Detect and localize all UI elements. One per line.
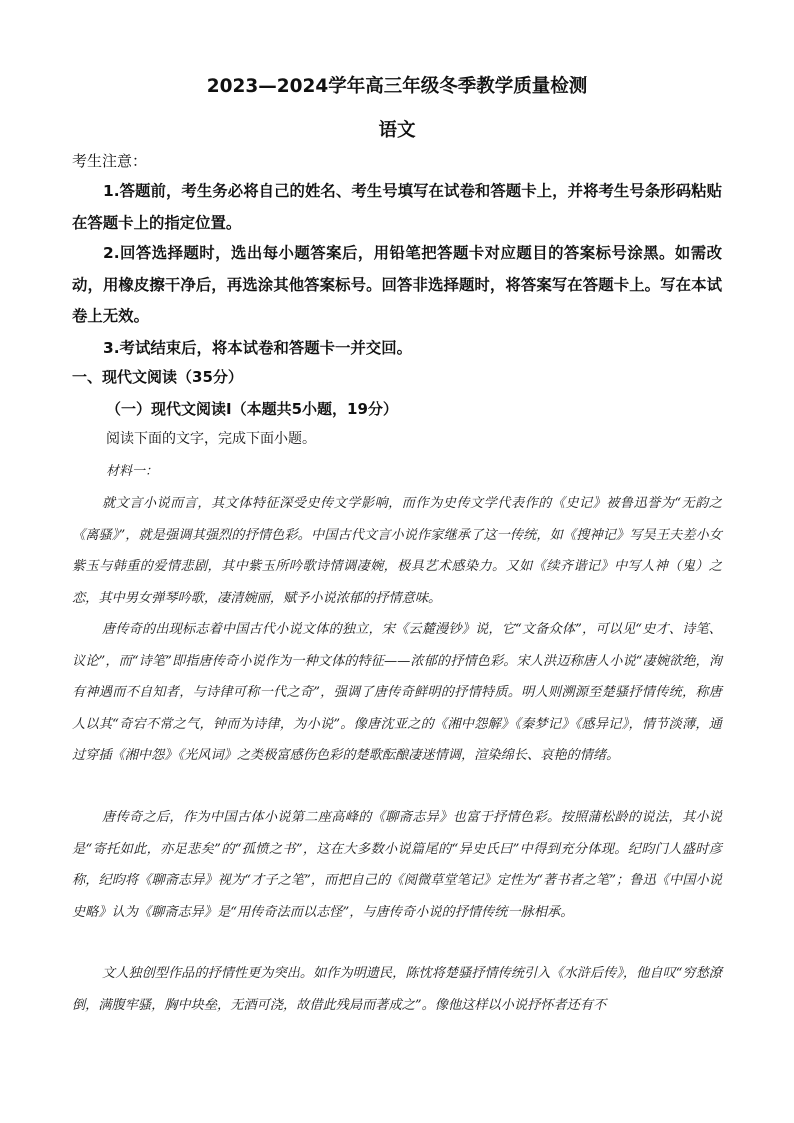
subject-title: 语文 bbox=[378, 120, 416, 141]
exam-title: 2023—2024学年高三年级冬季教学质量检测 bbox=[206, 76, 588, 97]
passage-paragraph: 文人独创型作品的抒情性更为突出。如作为明遗民，陈忱将楚骚抒情传统引入《水浒后传》，他自叹“穷愁潦倒，满腹牢骚，胸中块垒，无酒可浇，故借此残局而著成之”。像他这样以小说抒怀者还有不 bbox=[72, 966, 722, 1013]
notice-item-1: 1.答题前，考生务必将自己的姓名、考生号填写在试卷和答题卡上，并将考生号条形码粘贴在答题卡上的指定位置。 bbox=[72, 182, 722, 232]
reading-instruction: 阅读下面的文字，完成下面小题。 bbox=[106, 431, 316, 447]
notice-item-3: 3.考试结束后，将本试卷和答题卡一并交回。 bbox=[103, 339, 412, 357]
material-label: 材料一： bbox=[106, 464, 159, 479]
section-subtitle: （一）现代文阅读Ⅰ（本题共5小题，19分） bbox=[106, 400, 398, 418]
section-title: 一、现代文阅读（35分） bbox=[72, 368, 243, 386]
passage-paragraph: 唐传奇之后，作为中国古体小说第二座高峰的《聊斋志异》也富于抒情色彩。按照蒲松龄的说法，其小说是“寄托如此，亦足悲矣”的“孤愤之书”，这在大多数小说篇尾的“异史氏曰”中得到充分体现。纪昀门人盛时彦称，纪昀将《聊斋志异》视为“才子之笔”，而把自己的《阅微草堂笔记》定性为“著书者之笔”；鲁迅《中国小说史略》认为《聊斋志异》是“用传奇法而以志怪”，与唐传奇小说的抒情传统一脉相承。 bbox=[72, 810, 722, 920]
notice-item-2: 2.回答选择题时，选出每小题答案后，用铅笔把答题卡对应题目的答案标号涂黑。如需改动，用橡皮擦干净后，再选涂其他答案标号。回答非选择题时，将答案写在答题卡上。写在本试卷上无效。 bbox=[72, 244, 722, 325]
notice-heading: 考生注意： bbox=[72, 152, 148, 170]
passage-paragraph: 唐传奇的出现标志着中国古代小说文体的独立，宋《云麓漫钞》说，它“文备众体”，可以见“史才、诗笔、议论”，而“诗笔”即指唐传奇小说作为一种文体的特征——浓郁的抒情色彩。宋人洪迈称唐人小说“凄婉欲绝，洵有神遇而不自知者，与诗律可称一代之奇”，强调了唐传奇鲜明的抒情特质。明人则溯源至楚骚抒情传统，称唐人以其“奇宕不常之气，钟而为诗律，为小说”。像唐沈亚之的《湘中怨解》《秦梦记》《感异记》，情节淡薄，通过穿插《湘中怨》《光风词》之类极富感伤色彩的楚歌酝酿凄迷情调，渲染绵长、哀艳的情绪。 bbox=[72, 622, 722, 763]
passage-paragraph: 就文言小说而言，其文体特征深受史传文学影响，而作为史传文学代表作的《史记》被鲁迅誉为“无韵之《离骚》”，就是强调其强烈的抒情色彩。中国古代文言小说作家继承了这一传统，如《搜神记》写吴王夫差小女紫玉与韩重的爱情悲剧，其中紫玉所吟歌诗情调凄婉，极具艺术感染力。又如《续齐谐记》中写人神（鬼）之恋，其中男女弹琴吟歌，凄清婉丽，赋予小说浓郁的抒情意味。 bbox=[72, 496, 722, 606]
